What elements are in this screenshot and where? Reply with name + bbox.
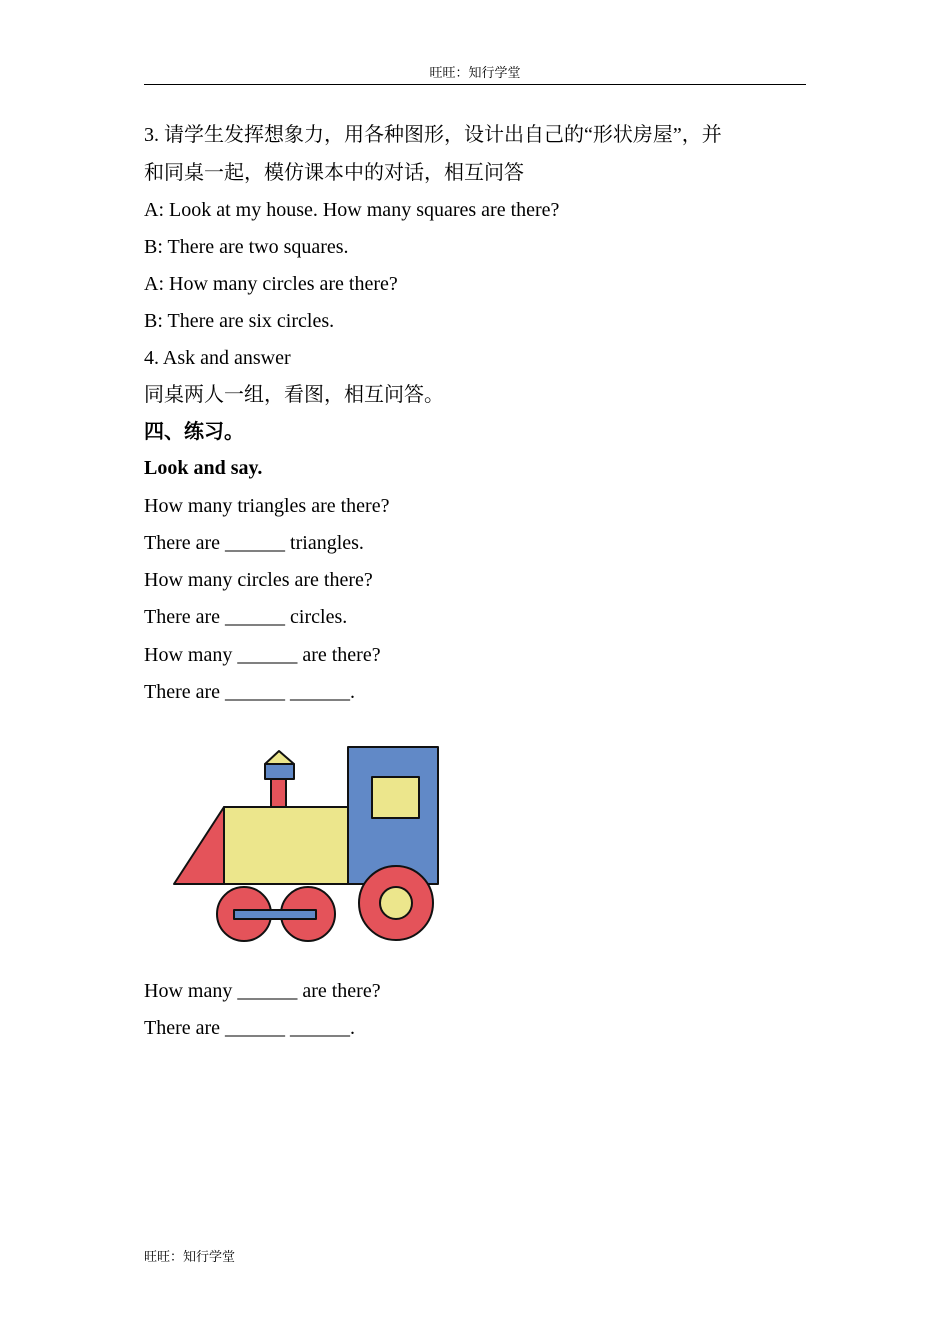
train-chimney-cap <box>265 764 294 779</box>
dialog-line: A: Look at my house. How many squares are there? <box>144 199 560 221</box>
practice-line: How many ______ are there? <box>144 644 381 666</box>
page-header: 旺旺：知行学堂 <box>144 62 806 85</box>
train-front-triangle <box>174 807 224 884</box>
practice-line: How many ______ are there? <box>144 980 381 1002</box>
practice-subheading: Look and say. <box>144 457 263 479</box>
dialog-line: B: There are two squares. <box>144 236 349 258</box>
section3-title-line2: 和同桌一起，模仿课本中的对话，相互问答 <box>144 162 524 184</box>
practice-line: How many circles are there? <box>144 569 373 591</box>
practice-line: There are ______ ______. <box>144 1017 356 1039</box>
section3-title-line1: 3. 请学生发挥想象力，用各种图形，设计出自己的“形状房屋”，并 <box>144 124 722 146</box>
practice-line: There are ______ ______. <box>144 681 356 703</box>
train-body-rect <box>224 807 348 884</box>
train-window-square <box>372 777 419 818</box>
practice-line: How many triangles are there? <box>144 495 390 517</box>
section4-title: 4. Ask and answer <box>144 347 291 369</box>
dialog-line: B: There are six circles. <box>144 310 335 332</box>
train-chimney-top-triangle <box>265 751 294 764</box>
train-connecting-rod <box>234 910 316 919</box>
section4-instruction: 同桌两人一组，看图，相互问答。 <box>144 384 444 406</box>
practice-heading: 四、练习。 <box>144 421 244 443</box>
dialog-line: A: How many circles are there? <box>144 273 398 295</box>
practice-line: There are ______ circles. <box>144 606 348 628</box>
practice-line: There are ______ triangles. <box>144 532 364 554</box>
train-chimney-rect <box>271 779 286 807</box>
train-picture <box>170 745 445 945</box>
train-wheel-hub <box>380 887 412 919</box>
page-footer: 旺旺：知行学堂 <box>144 1249 236 1264</box>
